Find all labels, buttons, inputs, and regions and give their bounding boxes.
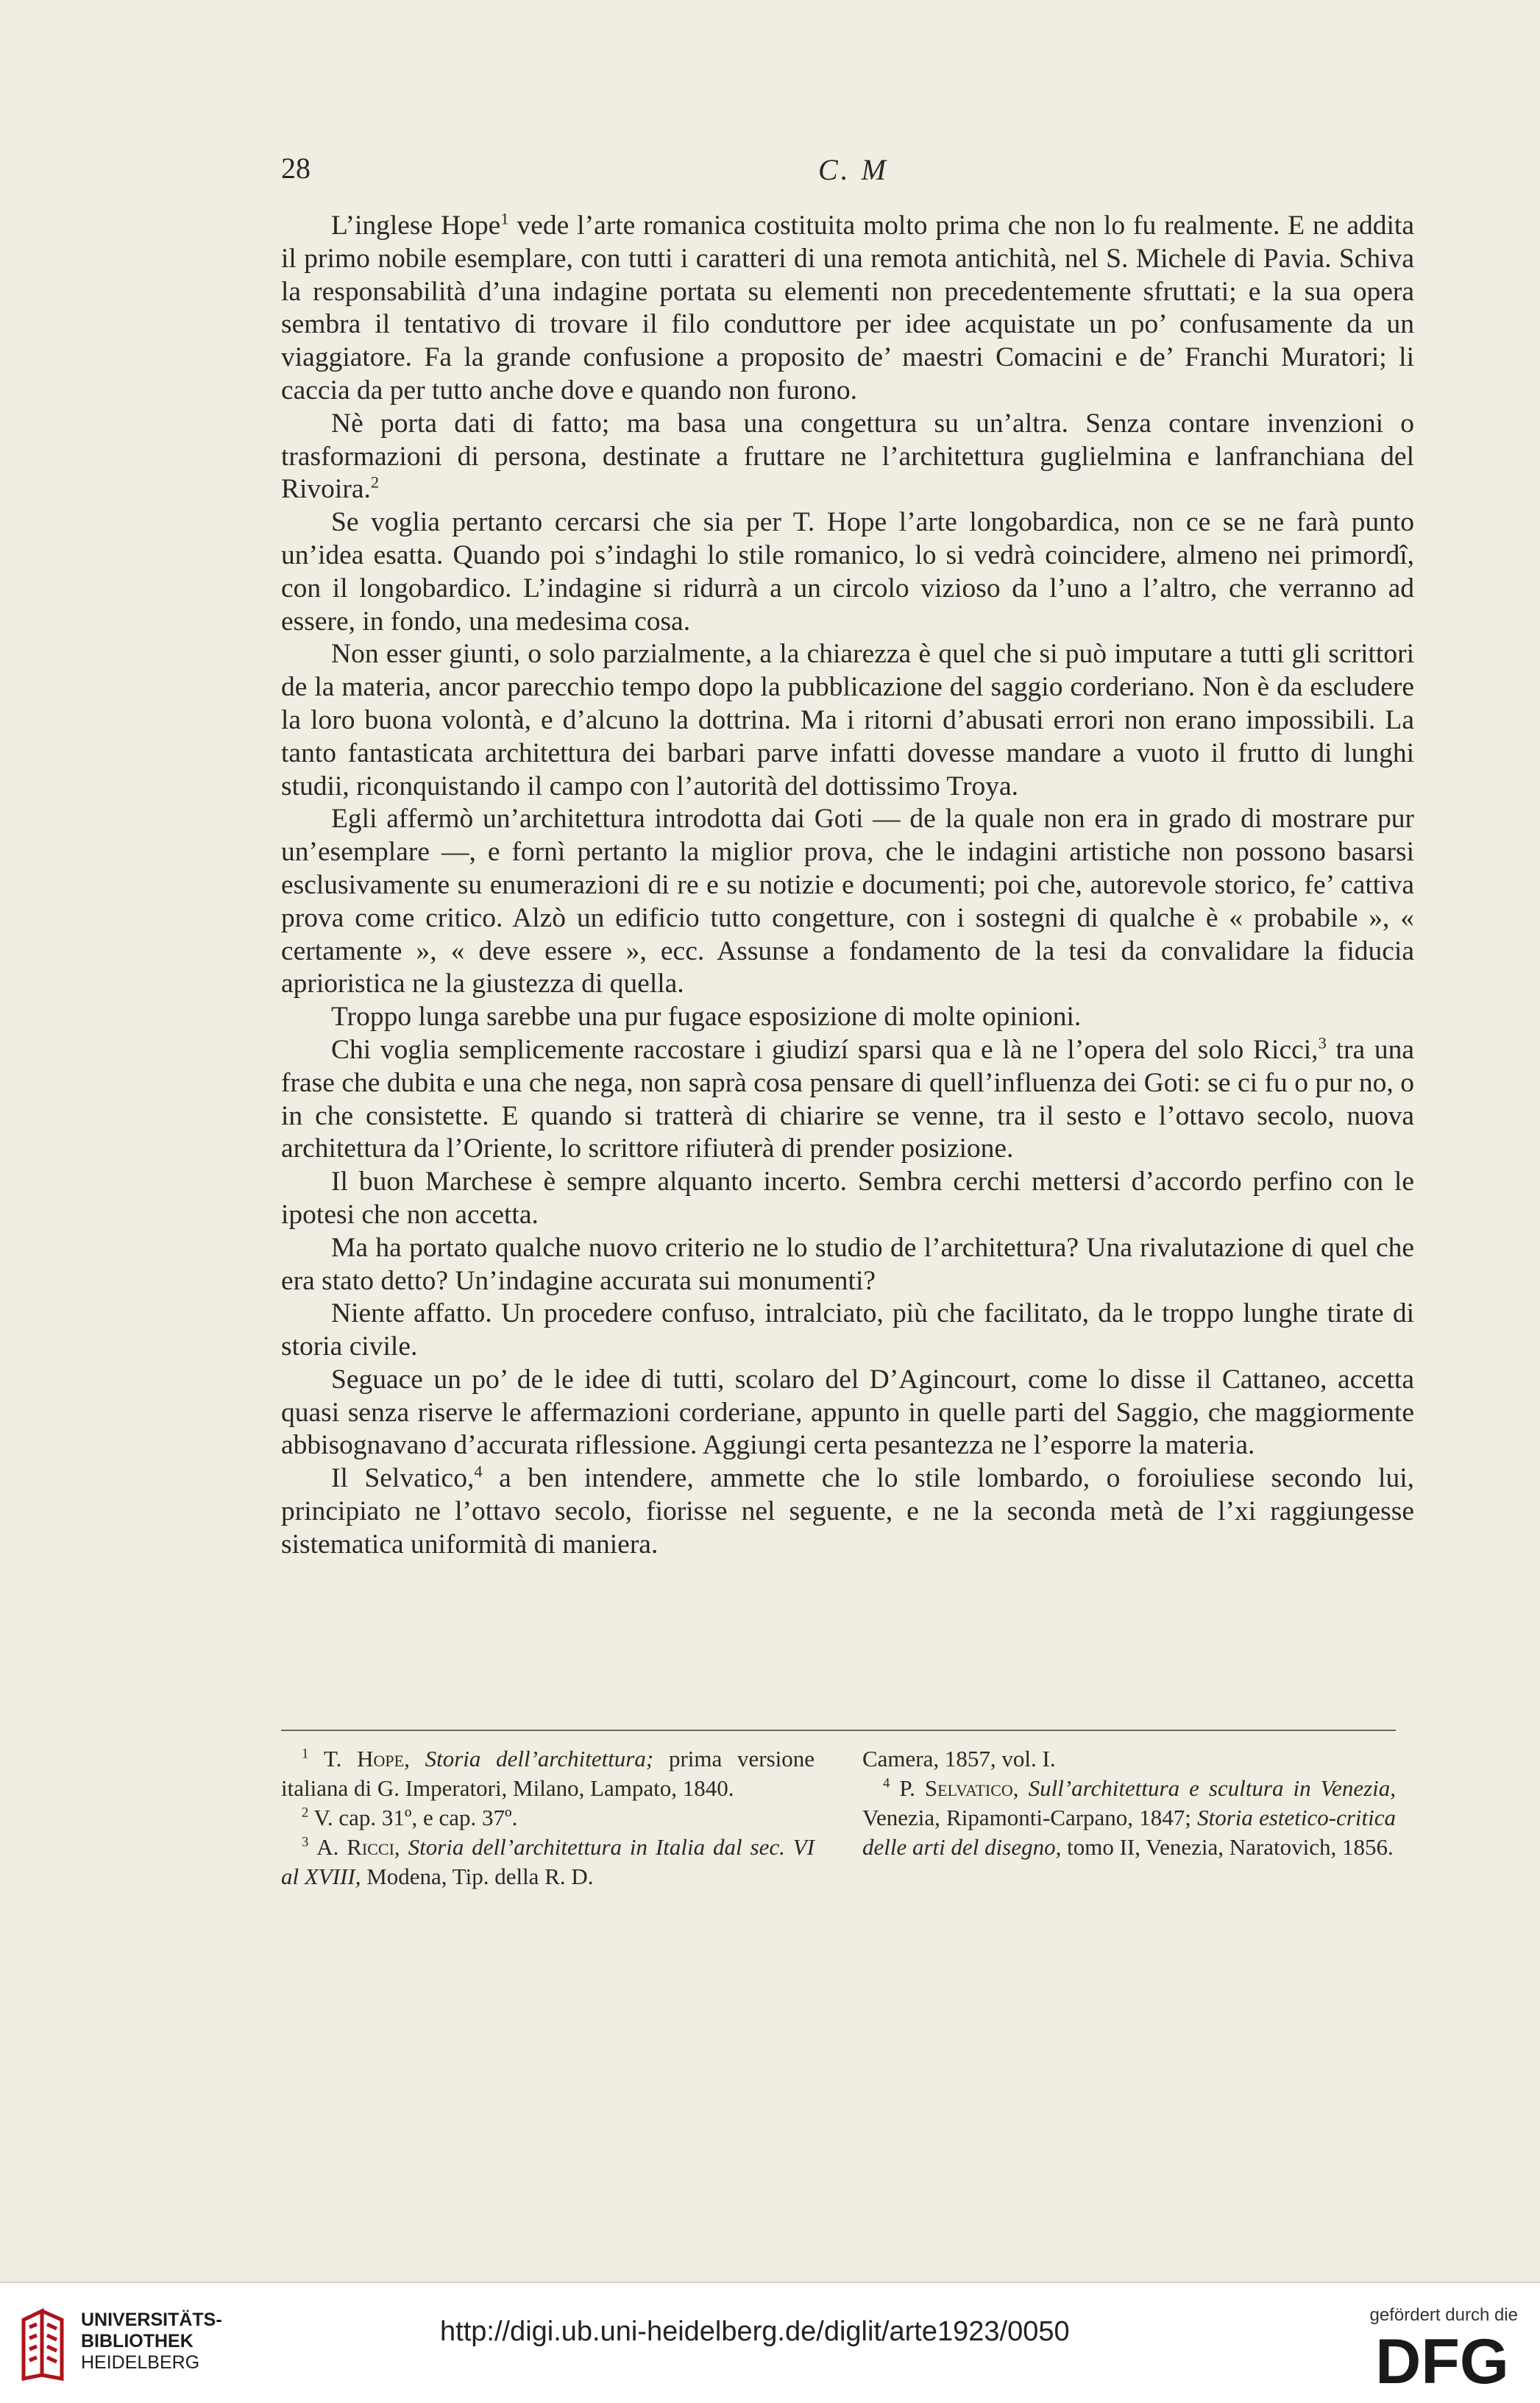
footnotes-left-column <box>281 1744 815 1891</box>
funded-by-label: gefördert durch die <box>1369 2305 1518 2325</box>
footnote-4: $^4$ P. Selvatico, Sull’architettura e scultura in Venezia, Venezia, Ripamonti-Carpano, 1847; Storia estetico-critica delle arti del disegno, tomo II, Venezia, Naratovich, 1856. <box>862 1775 1397 1860</box>
paragraph: Niente affatto. Un procedere confuso, intralciato, più che facilitato, da le troppo lunghe tirate di storia civile. <box>281 1298 1414 1362</box>
paragraph: Ma ha portato qualche nuovo criterio ne lo studio de l’architettura? Una rivalutazione di quel che era stato detto? Un’indagine accurata sui monumenti? <box>281 1232 1414 1296</box>
paragraph: Troppo lunga sarebbe una pur fugace esposizione di molte opinioni. <box>331 1002 1082 1033</box>
paragraph: Se voglia pertanto cercarsi che sia per T. Hope l’arte longobardica, non ce se ne farà punto un’idea esatta. Quando poi s’indaghi lo stile romanico, lo si vedrà coincidere, almeno nei primordî, con il longobardico. L’indagine si ridurrà a un circolo vizioso da l’uno a l’altro, che verranno ad essere, in fondo, una medesima cosa. <box>281 507 1414 637</box>
footnote-2: $^2$ V. cap. 31º, e cap. 37º. <box>302 1805 518 1830</box>
footnote-ref[interactable]: 4 <box>474 1462 483 1481</box>
running-title: C. M <box>818 153 889 186</box>
dfg-logo-icon[interactable] <box>1367 2329 1518 2389</box>
paragraph: Non esser giunti, o solo parzialmente, a la chiarezza è quel che si può imputare a tutti gli scrittori de la materia, ancor parecchio tempo dopo la pubblicazione del saggio corderiano. Non è da escludere la loro buona volontà, e d’alcuno la dottrina. Ma i ritorni d’abusati errori non erano impossibili. La tanto fantasticata architettura dei barbari parve infatti dovesse mandare a vuoto il frutto di lunghi studii, riconquistando il campo con l’autorità del dottissimo Troya. <box>281 639 1414 801</box>
footnote-1: $^1$ T. Hope, Storia dell’architettura; prima versione italiana di G. Imperatori, Milano, Lampato, 1840. <box>281 1746 815 1801</box>
footnote-divider <box>281 1730 1396 1731</box>
paragraph: L’inglese Hope$^1$ vede l’arte romanica costituita molto prima che non lo fu realmente. E ne addita il primo nobile esemplare, con tutti i caratteri di una remota antichità, nel S. Michele di Pavia. Schiva la responsabilità d’una indagine portata su elementi non precedentemente sfruttati; e la sua opera sembra il tentativo di trovare il filo conduttore per idee acquistate un po’ confusamente da un viaggiatore. Fa la grande confusione a proposito de’ maestri Comacini e de’ Franchi Muratori; li caccia da per tutto anche dove e quando non furono. <box>281 209 1414 406</box>
footnotes-right-column <box>862 1744 1396 1891</box>
paragraph: Il buon Marchese è sempre alquanto incerto. Sembra cerchi mettersi d’accordo perfino con le ipotesi che non accetta. <box>281 1167 1414 1230</box>
viewer-footer <box>0 2282 1540 2403</box>
footnote-ref[interactable]: 2 <box>370 473 380 492</box>
paragraph: Chi voglia semplicemente raccostare i giudizí sparsi qua e là ne l’opera del solo Ricci,$^3$ tra una frase che dubita e una che nega, non saprà cosa pensare di quell’influenza dei Goti: se ci fu o pur no, o in che consistette. E quando si tratterà di chiarire se venne, tra il sesto e l’ottavo secolo, nuova architettura da l’Oriente, lo scrittore rifiuterà di prender posizione. <box>281 1033 1414 1164</box>
footnote-ref[interactable]: 3 <box>1318 1033 1327 1052</box>
body-text <box>281 210 1414 1562</box>
permalink[interactable]: http://digi.ub.uni-heidelberg.de/diglit/arte1923/0050 <box>440 2316 1070 2347</box>
paragraph: Seguace un po’ de le idee di tutti, scolaro del D’Agincourt, come lo disse il Cattaneo, accetta quasi senza riserve le affermazioni corderiane, appunto in quelle parti del Saggio, che maggiormente abbisognavano d’accurata riflessione. Aggiungi certa pesantezza ne l’esporre la materia. <box>281 1364 1414 1461</box>
dfg-logo-text: DFG <box>1375 2329 1509 2389</box>
library-name: UNIVERSITÄTS- BIBLIOTHEK HEIDELBERG <box>81 2310 222 2373</box>
paragraph: Egli affermò un’architettura introdotta dai Goti — de la quale non era in grado di mostrare pur un’esemplare —, e fornì pertanto la miglior prova, che le indagini artistiche non possono basarsi esclusivamente su enumerazioni di re e su notizie e documenti; poi che, autorevole storico, fe’ cattiva prova come critico. Alzò un edificio tutto congetture, con i sostegni di qualche è « probabile », « certamente », « deve essere », ecc. Assunse a fondamento de la tesi da convalidare la fiducia aprioristica ne la giustezza di quella. <box>281 804 1414 999</box>
page-number: 28 <box>281 152 311 185</box>
library-logo-icon[interactable] <box>16 2305 71 2386</box>
footnotes <box>281 1744 1396 1891</box>
footnote-ref[interactable]: 1 <box>500 209 509 228</box>
paragraph: Nè porta dati di fatto; ma basa una congettura su un’altra. Senza contare invenzioni o trasformazioni di persona, destinate a fruttare ne l’architettura guglielmina e lanfranchiana del Rivoira.$^2$ <box>281 408 1414 505</box>
paragraph: Il Selvatico,$^4$ a ben intendere, ammette che lo stile lombardo, o foroiuliese secondo lui, principiato ne l’ottavo secolo, fiorisse nel seguente, e ne la seconda metà de l’xi raggiungesse sistematica uniformità di maniera. <box>281 1462 1414 1560</box>
page-header <box>281 151 1414 195</box>
footnote-3: $^3$ A. Ricci, Storia dell’architettura in Italia dal sec. VI al XVIII, Modena, Tip. della R. D. <box>281 1834 815 1889</box>
footnote-3-continued: Camera, 1857, vol. I. <box>862 1746 1056 1772</box>
